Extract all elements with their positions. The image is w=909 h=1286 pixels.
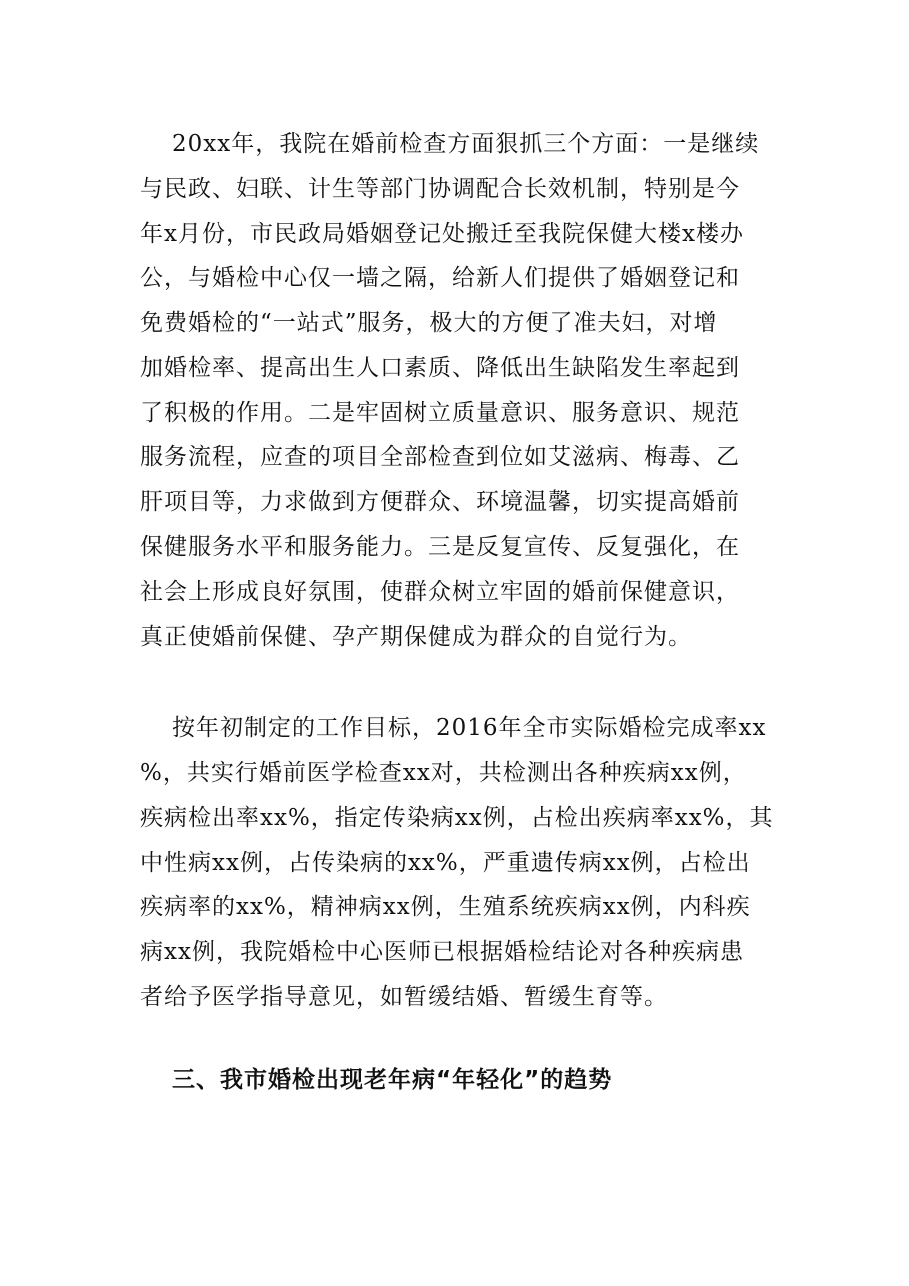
paragraph-line: 年x月份，市民政局婚姻登记处搬迁至我院保健大楼x楼办 xyxy=(140,221,744,247)
paragraph-line: 公，与婚检中心仅一墙之隔，给新人们提供了婚姻登记和 xyxy=(140,265,740,291)
paragraph-line: %，共实行婚前医学检查xx对，共检测出各种疾病xx例， xyxy=(140,760,747,786)
paragraph-line: 服务流程，应查的项目全部检查到位如艾滋病、梅毒、乙 xyxy=(140,444,740,470)
paragraph-line: 了积极的作用。二是牢固树立质量意识、服务意识、规范 xyxy=(140,400,740,426)
paragraph-line: 中性病xx例，占传染病的xx%，严重遗传病xx例，占检出 xyxy=(140,850,751,876)
paragraph-line: 病xx例，我院婚检中心医师已根据婚检结论对各种疾病患 xyxy=(140,939,744,965)
paragraph-line: 加婚检率、提高出生人口素质、降低出生缺陷发生率起到 xyxy=(140,355,740,381)
paragraph-line: 肝项目等，力求做到方便群众、环境温馨，切实提高婚前 xyxy=(140,489,740,515)
paragraph-line: 真正使婚前保健、孕产期保健成为群众的自觉行为。 xyxy=(140,624,692,650)
paragraph-line: 者给予医学指导意见，如暂缓结婚、暂缓生育等。 xyxy=(140,984,668,1010)
paragraph-line: 社会上形成良好氛围，使群众树立牢固的婚前保健意识， xyxy=(140,579,740,605)
paragraph-line: 保健服务水平和服务能力。三是反复宣传、反复强化，在 xyxy=(140,534,740,560)
paragraph-line: 疾病检出率xx%，指定传染病xx例，占检出疾病率xx%，其 xyxy=(140,805,774,831)
section-heading: 三、我市婚检出现老年病“年轻化”的趋势 xyxy=(172,1067,613,1093)
paragraph-line: 按年初制定的工作目标，2016年全市实际婚检完成率xx xyxy=(172,715,767,741)
paragraph-line: 疾病率的xx%，精神病xx例，生殖系统疾病xx例，内科疾 xyxy=(140,894,751,920)
paragraph-line: 免费婚检的“一站式”服务，极大的方便了准夫妇，对增 xyxy=(140,310,718,336)
paragraph-line: 20xx年，我院在婚前检查方面狠抓三个方面：一是继续 xyxy=(172,131,760,157)
paragraph-line: 与民政、妇联、计生等部门协调配合长效机制，特别是今 xyxy=(140,176,740,202)
